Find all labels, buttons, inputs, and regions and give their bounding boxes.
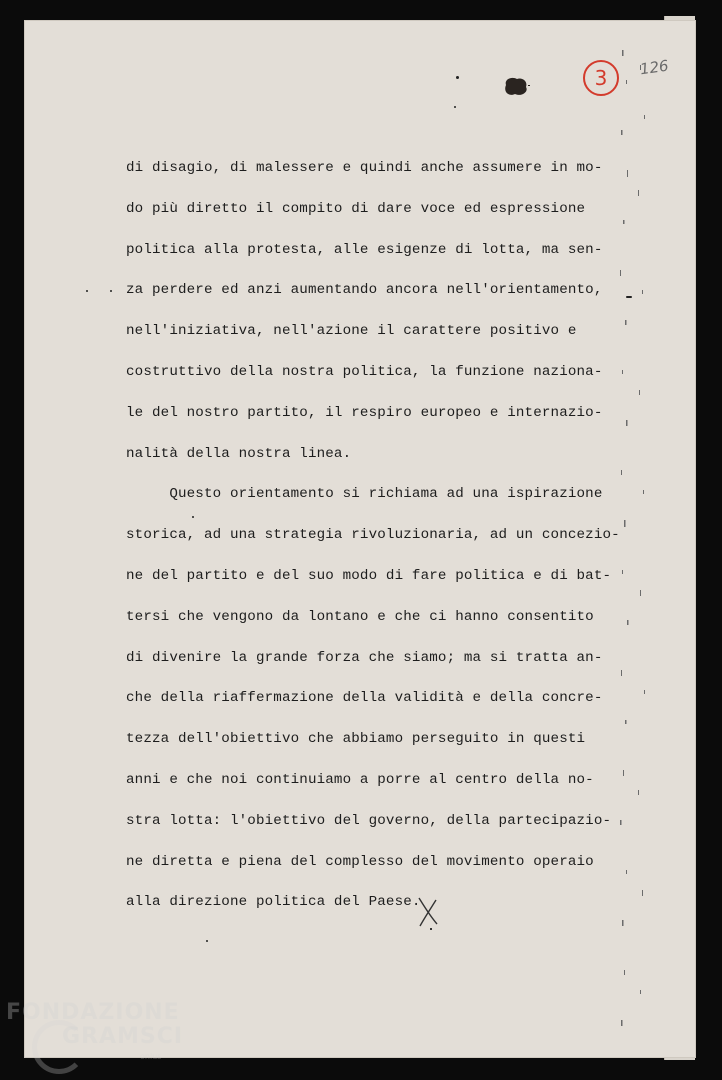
handwritten-x-mark bbox=[416, 896, 440, 930]
fondazione-gramsci-watermark bbox=[6, 1000, 186, 1076]
circled-page-number: 3 bbox=[583, 60, 619, 96]
text-line: costruttivo della nostra politica, la funzione naziona- bbox=[126, 363, 603, 380]
text-line: tezza dell'obiettivo che abbiamo perseguito in questi bbox=[126, 731, 586, 748]
typed-body-text bbox=[126, 160, 620, 935]
perforated-edge bbox=[618, 40, 654, 1050]
text-line: di disagio, di malessere e quindi anche assumere in mo- bbox=[126, 160, 603, 176]
text-line: ne del partito e del suo modo di fare politica e di bat- bbox=[126, 567, 612, 584]
text-line: Questo orientamento si richiama ad una ispirazione bbox=[126, 486, 603, 503]
text-line: ne diretta e piena del complesso del movimento operaio bbox=[126, 853, 594, 870]
text-line: nalità della nostra linea. bbox=[126, 445, 352, 462]
speck bbox=[626, 296, 632, 298]
text-line: alla direzione politica del Paese. bbox=[126, 894, 421, 911]
speck bbox=[110, 290, 112, 292]
text-line: anni e che noi continuiamo a porre al centro della no- bbox=[126, 771, 594, 788]
speck bbox=[206, 940, 208, 942]
ink-blot bbox=[502, 75, 530, 97]
text-line: le del nostro partito, il respiro europeo e internazio- bbox=[126, 404, 603, 421]
text-line: tersi che vengono da lontano e che ci hanno consentito bbox=[126, 608, 594, 625]
text-line: za perdere ed anzi aumentando ancora nell'orientamento, bbox=[126, 282, 603, 299]
text-line: di divenire la grande forza che siamo; ma si tratta an- bbox=[126, 649, 603, 666]
watermark-line-1: FONDAZIONE bbox=[6, 1000, 180, 1025]
watermark-line-3: onlus bbox=[140, 1052, 162, 1061]
watermark-line-2: GRAMSCI bbox=[62, 1024, 184, 1049]
text-line: nell'iniziativa, nell'azione il carattere positivo e bbox=[126, 323, 577, 340]
speck bbox=[86, 290, 88, 292]
text-line: che della riaffermazione della validità e della concre- bbox=[126, 690, 603, 707]
speck bbox=[454, 106, 456, 108]
text-line: stra lotta: l'obiettivo del governo, della partecipazio- bbox=[126, 812, 612, 829]
text-line: politica alla protesta, alle esigenze di lotta, ma sen- bbox=[126, 241, 603, 258]
text-line: storica, ad una strategia rivoluzionaria, ad un concezio- bbox=[126, 527, 620, 544]
archive-page-number: 126 bbox=[638, 56, 670, 79]
text-line: do più diretto il compito di dare voce ed espressione bbox=[126, 200, 586, 217]
speck bbox=[456, 76, 459, 79]
